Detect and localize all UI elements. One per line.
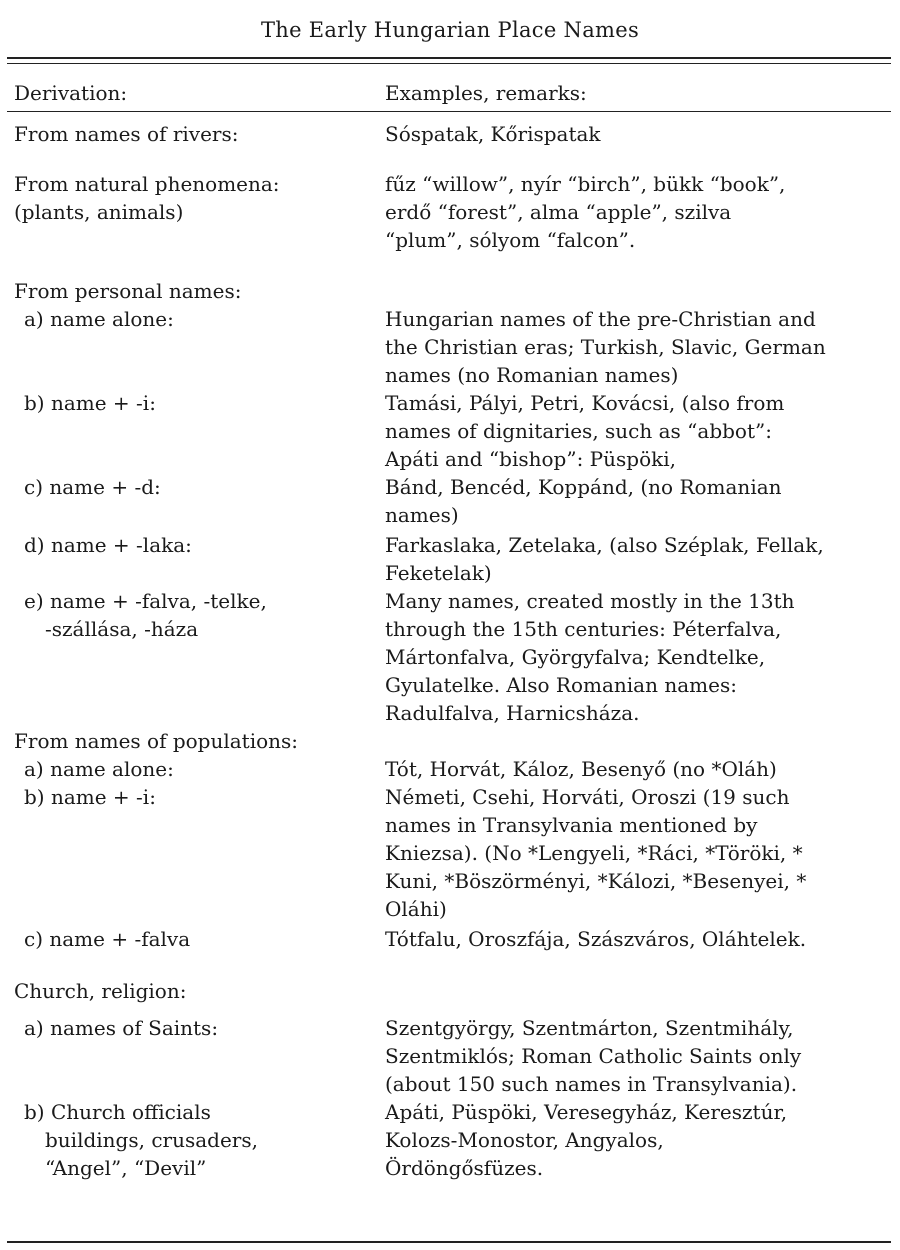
row-examples: Kuni, *Böszörményi, *Kálozi, *Besenyei, * bbox=[385, 869, 807, 893]
row-derivation: “Angel”, “Devil” bbox=[45, 1156, 207, 1180]
row-examples: Feketelak) bbox=[385, 561, 492, 585]
row-examples: names (no Romanian names) bbox=[385, 363, 679, 387]
row-examples: Apáti and “bishop”: Püspöki, bbox=[385, 447, 676, 471]
row-examples: Tamási, Pályi, Petri, Kovácsi, (also from bbox=[385, 391, 785, 415]
row-derivation: b) Church officials bbox=[24, 1100, 211, 1124]
row-examples: Oláhi) bbox=[385, 897, 447, 921]
row-examples: Bánd, Bencéd, Koppánd, (no Romanian bbox=[385, 475, 782, 499]
row-examples: Kniezsa). (No *Lengyeli, *Ráci, *Töröki, * bbox=[385, 841, 803, 865]
section-heading: From personal names: bbox=[14, 279, 242, 303]
row-derivation: From names of rivers: bbox=[14, 122, 239, 146]
row-derivation: (plants, animals) bbox=[14, 200, 184, 224]
top-rule-thin bbox=[7, 63, 891, 64]
row-examples: Szentmiklós; Roman Catholic Saints only bbox=[385, 1044, 802, 1068]
row-derivation: -szállása, -háza bbox=[45, 617, 199, 641]
row-examples: Gyulatelke. Also Romanian names: bbox=[385, 673, 737, 697]
row-examples: Németi, Csehi, Horváti, Oroszi (19 such bbox=[385, 785, 790, 809]
row-derivation: e) name + -falva, -telke, bbox=[24, 589, 267, 613]
bottom-rule bbox=[7, 1241, 891, 1243]
row-examples: (about 150 such names in Transylvania). bbox=[385, 1072, 798, 1096]
row-examples: names of dignitaries, such as “abbot”: bbox=[385, 419, 772, 443]
column-header-examples: Examples, remarks: bbox=[385, 81, 587, 105]
row-examples: Radulfalva, Harnicsháza. bbox=[385, 701, 640, 725]
row-derivation: From natural phenomena: bbox=[14, 172, 280, 196]
row-derivation: a) name alone: bbox=[24, 757, 174, 781]
header-rule bbox=[7, 111, 891, 112]
row-derivation: c) name + -falva bbox=[24, 927, 191, 951]
row-derivation: b) name + -i: bbox=[24, 785, 156, 809]
section-heading: From names of populations: bbox=[14, 729, 299, 753]
row-examples: Apáti, Püspöki, Veresegyház, Keresztúr, bbox=[385, 1100, 788, 1124]
row-examples: Mártonfalva, Györgyfalva; Kendtelke, bbox=[385, 645, 766, 669]
row-examples: “plum”, sólyom “falcon”. bbox=[385, 228, 636, 252]
row-derivation: buildings, crusaders, bbox=[45, 1128, 258, 1152]
row-examples: Many names, created mostly in the 13th bbox=[385, 589, 795, 613]
top-rule-thick bbox=[7, 57, 891, 59]
row-examples: Tót, Horvát, Káloz, Besenyő (no *Oláh) bbox=[385, 757, 777, 781]
row-derivation: d) name + -laka: bbox=[24, 533, 192, 557]
row-examples: Szentgyörgy, Szentmárton, Szentmihály, bbox=[385, 1016, 794, 1040]
page-title: The Early Hungarian Place Names bbox=[260, 18, 640, 42]
row-derivation: a) name alone: bbox=[24, 307, 174, 331]
row-examples: Kolozs-Monostor, Angyalos, bbox=[385, 1128, 664, 1152]
row-examples: names) bbox=[385, 503, 459, 527]
row-examples: Hungarian names of the pre-Christian and bbox=[385, 307, 816, 331]
row-examples: Tótfalu, Oroszfája, Szászváros, Oláhtelek. bbox=[385, 927, 807, 951]
row-examples: names in Transylvania mentioned by bbox=[385, 813, 758, 837]
row-examples: fűz “willow”, nyír “birch”, bükk “book”, bbox=[385, 172, 786, 196]
row-derivation: b) name + -i: bbox=[24, 391, 156, 415]
row-examples: the Christian eras; Turkish, Slavic, German bbox=[385, 335, 826, 359]
row-derivation: a) names of Saints: bbox=[24, 1016, 219, 1040]
row-examples: Farkaslaka, Zetelaka, (also Széplak, Fellak, bbox=[385, 533, 824, 557]
row-examples: Sóspatak, Kőrispatak bbox=[385, 122, 601, 146]
row-derivation: c) name + -d: bbox=[24, 475, 161, 499]
row-examples: Ördöngősfüzes. bbox=[385, 1156, 544, 1180]
row-examples: erdő “forest”, alma “apple”, szilva bbox=[385, 200, 732, 224]
row-examples: through the 15th centuries: Péterfalva, bbox=[385, 617, 782, 641]
column-header-derivation: Derivation: bbox=[14, 81, 128, 105]
section-heading: Church, religion: bbox=[14, 979, 187, 1003]
